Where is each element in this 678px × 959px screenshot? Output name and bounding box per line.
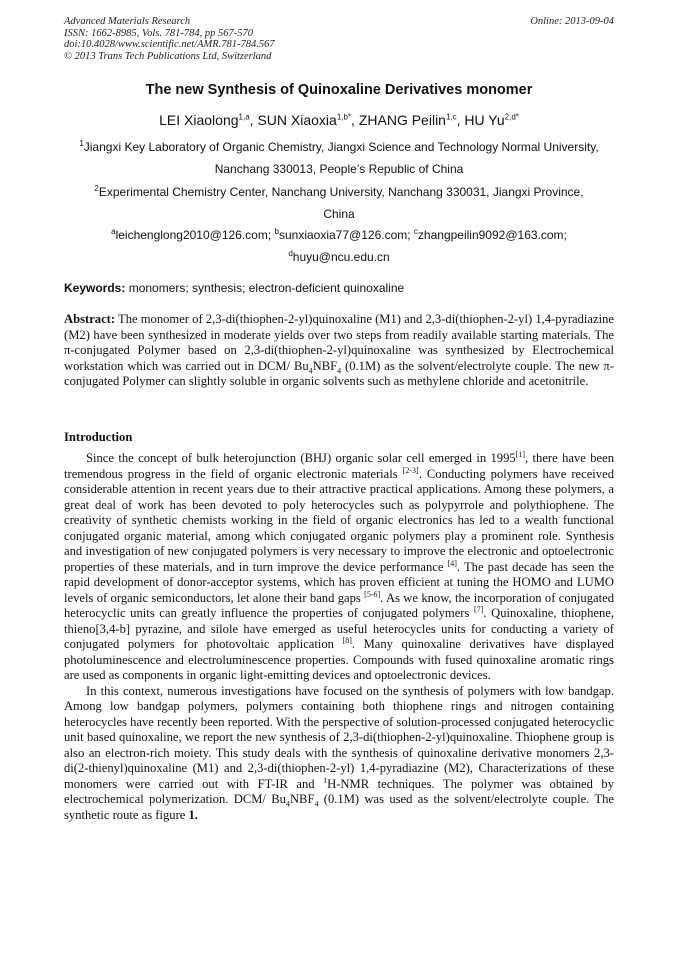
paragraph-text: . Many quinoxaline derivatives have displayed photoluminescence and electroluminescence properties. Compounds with fused quinoxaline aromatic rings are used as components in organic light-emitting devices and optoelectronic devices. — [64, 637, 614, 682]
author-name: SUN Xiaoxia — [257, 112, 337, 128]
paragraph-text: , there have been tremendous progress in the field of organic electronic materials — [64, 451, 614, 481]
paragraph-text: H-NMR techniques. The polymer was obtained by electrochemical polymerization. DCM/ Bu — [64, 776, 615, 806]
journal-name: Advanced Materials Research — [64, 16, 191, 27]
affiliation-text: Nanchang 330013, People’s Republic of China — [214, 162, 464, 176]
paragraph-text: (0.1M) was used as the solvent/electrolyte couple. The synthetic route as figure — [64, 792, 614, 822]
citation[interactable]: [4] — [447, 558, 457, 568]
email-link[interactable]: zhangpeilin9092@163.com; — [417, 228, 567, 242]
subscript: 4 — [337, 366, 342, 376]
paper-title: The new Synthesis of Quinoxaline Derivatives monomer — [145, 82, 533, 98]
section-heading-introduction: Introduction — [64, 430, 133, 444]
keywords-label: Keywords: — [64, 281, 126, 295]
email-mark: b — [274, 227, 279, 236]
citation[interactable]: [8] — [342, 635, 352, 645]
email-link[interactable]: leichenglong2010@126.com; — [115, 228, 275, 242]
author-affil-mark: 1,b* — [336, 112, 352, 122]
citation[interactable]: [7] — [474, 604, 484, 614]
abstract-text: (0.1M) as the solvent/electrolyte couple. The new π-conjugated Polymer can slightly soluble in organic solvents such as methylene chloride and acetonitrile. — [64, 358, 614, 388]
superscript: 1 — [323, 775, 328, 785]
paragraph-text: . The past decade has seen the rapid development of donor-acceptor systems, which has proven efficient at tuning the HOMO and LUMO levels of organic semiconductors, let alone their band gaps — [64, 559, 614, 605]
paragraph — [64, 684, 614, 824]
introduction-body — [64, 451, 614, 823]
author-list — [64, 112, 614, 128]
affiliation-1 — [64, 136, 614, 180]
affiliation-2 — [64, 181, 614, 225]
affiliation-text: Jiangxi Key Laboratory of Organic Chemistry, Jiangxi Science and Technology Normal University, — [83, 140, 599, 154]
journal-header — [64, 16, 275, 62]
author-affil-mark: 1,a — [238, 112, 250, 122]
keywords — [64, 281, 614, 295]
email-list — [64, 224, 614, 268]
abstract-text: NBF — [312, 358, 338, 373]
doi-line: doi:10.4028/www.scientific.net/AMR.781-784.567 — [64, 39, 275, 50]
email-mark: d — [288, 249, 293, 258]
email-mark: a — [111, 227, 116, 236]
subscript: 4 — [314, 799, 319, 809]
paragraph-text: NBF — [289, 792, 315, 806]
author-affil-mark: 2,d* — [504, 112, 519, 122]
email-mark: c — [413, 227, 418, 236]
paragraph-text: Since the concept of bulk heterojunction (BHJ) organic solar cell emerged in 1995 — [86, 451, 516, 465]
abstract — [64, 312, 614, 390]
figure-reference[interactable]: 1. — [188, 807, 198, 822]
email-link[interactable]: sunxiaoxia77@126.com; — [278, 228, 414, 242]
issn-line: ISSN: 1662-8985, Vols. 781-784, pp 567-570 — [64, 27, 253, 39]
paragraph — [64, 451, 614, 684]
paragraph-text: . Conducting polymers have received considerable attention in recent years due to their attractive practical applications. Among these polymers, a great deal of work has been devoted to poly heterocycles such as polypyrrole and polythiophene. The creativity of synthetic chemists working in the field of organic electronics has led to a wealth functional conjugated organic material, among which conjugated organic polymers play a prominent role. Synthesis and investigation of new conjugated polymers is very necessary to improve the electronic and optoelectronic properties of these materials, and in turn improve the device performance — [64, 466, 614, 574]
author-separator: , — [456, 112, 465, 128]
abstract-label: Abstract: — [64, 312, 116, 326]
abstract-text: The monomer of 2,3-di(thiophen-2-yl)quinoxaline (M1) and 2,3-di(thiophen-2-yl) 1,4-pyradiazine (M2) have been synthesized in moderate yields over two steps from readily available starting materials. The π-conjugated Polymer based on 2,3-di(thiophen-2-yl)quinoxaline was synthesized by Electrochemical workstation which was carried out in DCM/ Bu — [64, 312, 614, 373]
paragraph-text: In this context, numerous investigations have focused on the synthesis of polymers with low bandgap. Among low bandgap polymers, polymers containing both thiophene rings and nitrogen containing heterocycles have recently been reported. With the perspective of solution-processed conjugated heterocyclic unit based quinoxaline, we report the new synthesis of 2,3-di(thiophen-2-yl)quinoxaline. Thiophene group is also an electron-rich moiety. This study deals with the synthesis of quinoxaline derivative monomers 2,3-di(2-thienyl)quinoxaline (M1) and 2,3-di(thiophen-2-yl) 1,4-pyradiazine (M2), Characterizations of these monomers were carried out with FT-IR and — [64, 683, 614, 791]
affiliation-text: China — [323, 207, 355, 221]
paragraph-text: . Quinoxaline, thiophene, thieno[3,4-b] pyrazine, and silole have emerged as useful heterocycles units for conducting a variety of conjugated polymers for photovoltaic application — [64, 606, 614, 651]
citation[interactable]: [2-3] — [402, 465, 419, 475]
email-link[interactable]: huyu@ncu.edu.cn — [292, 250, 390, 264]
affiliation-mark: 1 — [79, 139, 84, 148]
author-name: HU Yu — [464, 112, 505, 128]
author-name: ZHANG Peilin — [358, 112, 446, 128]
author-separator: , — [249, 112, 258, 128]
copyright-line: © 2013 Trans Tech Publications Ltd, Switzerland — [64, 50, 272, 62]
subscript: 4 — [285, 799, 290, 809]
keywords-text: monomers; synthesis; electron-deficient quinoxaline — [125, 281, 405, 295]
citation[interactable]: [5-6] — [364, 589, 381, 599]
author-separator: , — [351, 112, 359, 128]
affiliation-mark: 2 — [94, 184, 99, 193]
online-date: Online: 2013-09-04 — [530, 16, 614, 27]
affiliation-text: Experimental Chemistry Center, Nanchang University, Nanchang 330031, Jiangxi Province, — [98, 185, 584, 199]
author-name: LEI Xiaolong — [159, 112, 239, 128]
citation[interactable]: [1] — [515, 449, 526, 459]
author-affil-mark: 1,c — [445, 112, 457, 122]
paragraph-text: . As we know, the incorporation of conjugated heterocyclic units can greatly influence the properties of conjugated polymers — [64, 590, 614, 620]
subscript: 4 — [308, 366, 313, 376]
